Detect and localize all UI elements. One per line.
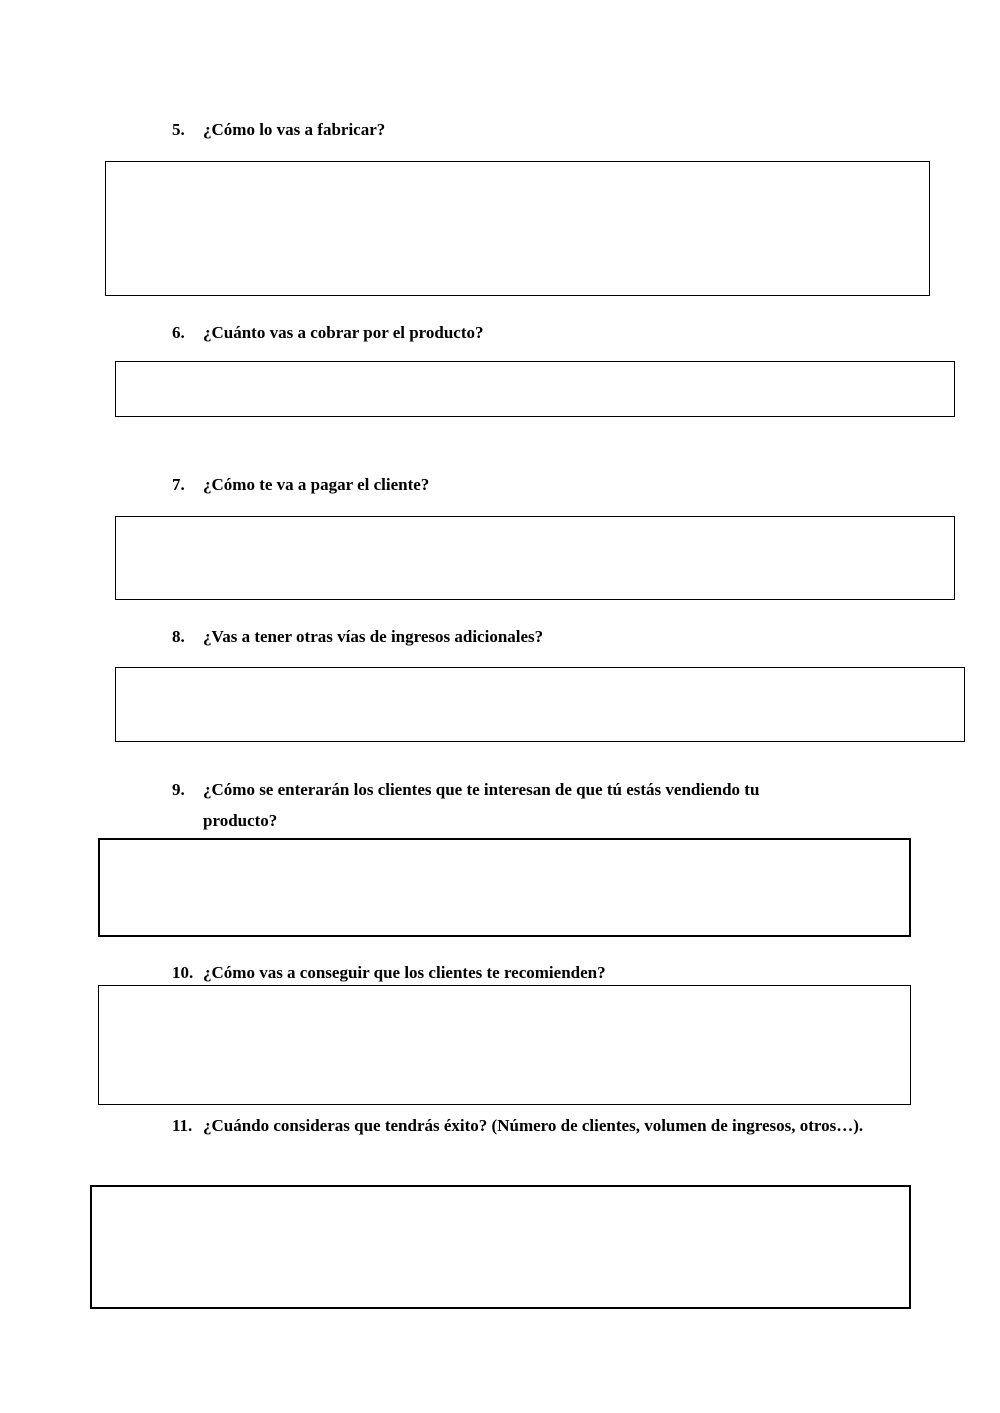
question-number: 6. [172,323,185,342]
question-7 [172,469,872,500]
question-number: 8. [172,627,185,646]
question-6 [172,317,872,348]
question-text: ¿Vas a tener otras vías de ingresos adicionales? [203,627,544,646]
question-10 [172,957,872,988]
question-5 [172,114,872,145]
question-11 [172,1110,872,1141]
answer-box-6[interactable] [115,361,955,417]
question-text: ¿Cuándo consideras que tendrás éxito? (Número de clientes, volumen de ingresos, otros…). [203,1116,864,1135]
question-number: 7. [172,475,185,494]
answer-box-10[interactable] [98,985,911,1105]
question-number: 11. [172,1116,193,1135]
question-text: ¿Cómo lo vas a fabricar? [203,120,386,139]
question-text: ¿Cómo te va a pagar el cliente? [203,475,430,494]
answer-box-9[interactable] [98,838,911,937]
answer-box-5[interactable] [105,161,930,296]
question-9 [172,774,832,836]
answer-box-7[interactable] [115,516,955,600]
question-text: ¿Cómo se enterarán los clientes que te interesan de que tú estás vendiendo tu producto? [203,780,760,830]
answer-box-8[interactable] [115,667,965,742]
question-text: ¿Cuánto vas a cobrar por el producto? [203,323,484,342]
question-number: 10. [172,963,194,982]
answer-box-11[interactable] [90,1185,911,1309]
question-number: 9. [172,780,185,799]
question-number: 5. [172,120,185,139]
question-8 [172,621,872,652]
question-text: ¿Cómo vas a conseguir que los clientes te recomienden? [203,963,606,982]
